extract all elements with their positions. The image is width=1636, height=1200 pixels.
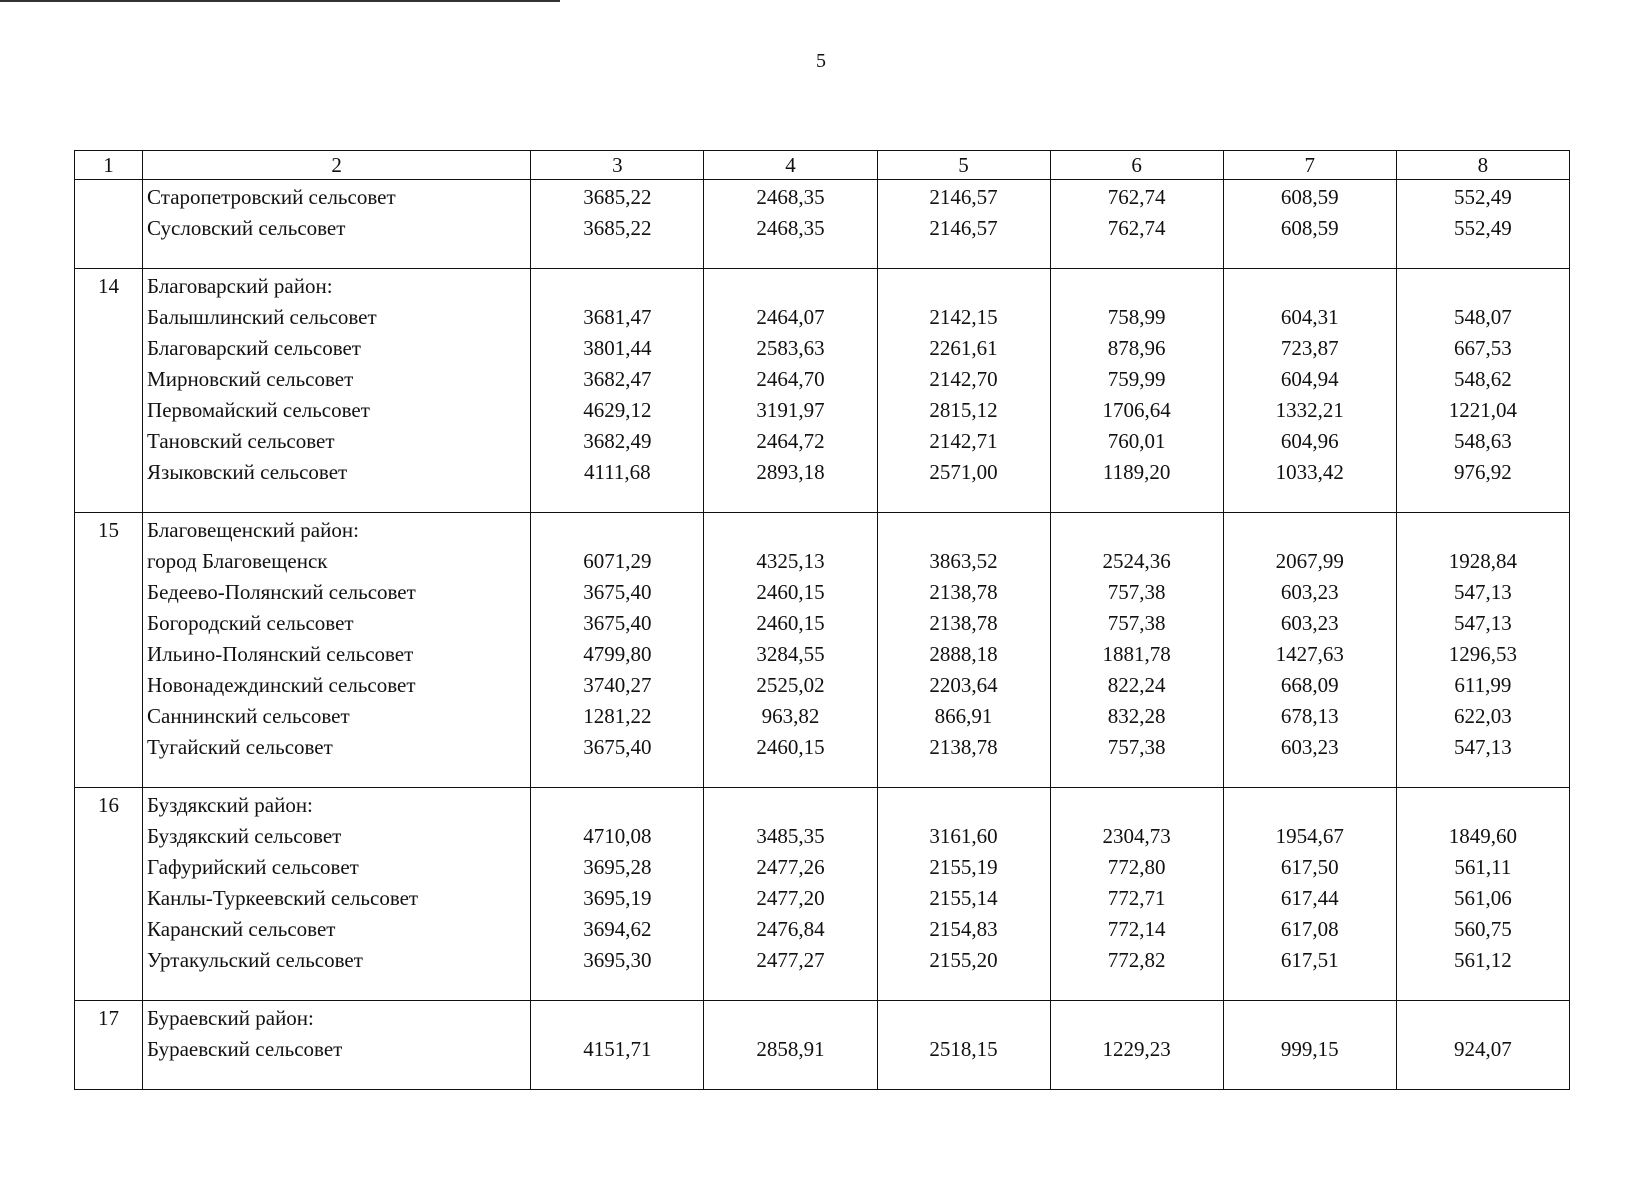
value-cell-col-6 <box>1050 180 1223 269</box>
value: 1033,42 <box>1275 460 1344 484</box>
value: 3685,22 <box>583 185 652 209</box>
value: 2464,07 <box>756 305 825 329</box>
value: 2518,15 <box>929 1037 998 1061</box>
value: 2524,36 <box>1102 549 1171 573</box>
value: 603,23 <box>1280 735 1339 759</box>
value: 2468,35 <box>756 185 825 209</box>
district-title: Буздякский район: <box>147 793 313 817</box>
value: 762,74 <box>1107 185 1166 209</box>
value: 3485,35 <box>756 824 825 848</box>
value-cell-col-5 <box>877 180 1050 269</box>
value: 2476,84 <box>756 917 825 941</box>
value: 2138,78 <box>929 735 998 759</box>
value: 547,13 <box>1454 735 1512 759</box>
blank-line <box>1051 790 1223 821</box>
value: 2155,20 <box>929 948 998 972</box>
district-group-row <box>75 269 1570 513</box>
column-number-row <box>75 151 1570 180</box>
value-cell-col-8 <box>1396 513 1569 788</box>
value-cell-col-3 <box>531 1001 704 1090</box>
value: 3740,27 <box>583 673 652 697</box>
value: 2571,00 <box>929 460 998 484</box>
blank-line <box>531 1003 703 1034</box>
value: 667,53 <box>1454 336 1512 360</box>
value: 1881,78 <box>1102 642 1171 666</box>
settlement-names-cell <box>143 513 531 788</box>
value-cell-col-3 <box>531 513 704 788</box>
value: 548,63 <box>1454 429 1512 453</box>
blank-line <box>1224 515 1396 546</box>
value: 4629,12 <box>583 398 652 422</box>
value: 3695,28 <box>583 855 652 879</box>
district-number: 17 <box>98 1006 120 1030</box>
value: 4111,68 <box>583 460 651 484</box>
column-header: 4 <box>704 151 877 180</box>
settlement-name: город Благовещенск <box>147 549 328 573</box>
value: 2477,27 <box>756 948 825 972</box>
blank-line <box>704 790 876 821</box>
settlement-name: Новонадеждинский сельсовет <box>147 673 416 697</box>
column-header: 3 <box>531 151 704 180</box>
value: 548,07 <box>1454 305 1512 329</box>
value: 2304,73 <box>1102 824 1171 848</box>
value: 2477,20 <box>756 886 825 910</box>
value: 878,96 <box>1107 336 1166 360</box>
value: 2460,15 <box>756 580 825 604</box>
value: 3284,55 <box>756 642 825 666</box>
value: 561,11 <box>1454 855 1512 879</box>
settlement-name: Мирновский сельсовет <box>147 367 354 391</box>
blank-line <box>1051 271 1223 302</box>
value: 611,99 <box>1454 673 1512 697</box>
value-cell-col-5 <box>877 513 1050 788</box>
value: 3161,60 <box>929 824 998 848</box>
value: 2525,02 <box>756 673 825 697</box>
blank-line <box>878 1003 1050 1034</box>
value: 976,92 <box>1454 460 1512 484</box>
value: 678,13 <box>1280 704 1339 728</box>
settlement-name: Языковский сельсовет <box>147 460 348 484</box>
value-cell-col-7 <box>1223 269 1396 513</box>
value: 561,06 <box>1454 886 1512 910</box>
value: 1332,21 <box>1275 398 1344 422</box>
value: 832,28 <box>1107 704 1166 728</box>
value: 963,82 <box>761 704 820 728</box>
value: 924,07 <box>1454 1037 1512 1061</box>
blank-line <box>878 790 1050 821</box>
value: 3675,40 <box>583 611 652 635</box>
settlement-names-cell <box>143 788 531 1001</box>
value: 1189,20 <box>1102 460 1171 484</box>
value-cell-col-3 <box>531 788 704 1001</box>
value: 772,80 <box>1107 855 1166 879</box>
value: 3801,44 <box>583 336 652 360</box>
value: 2142,15 <box>929 305 998 329</box>
value: 2815,12 <box>929 398 998 422</box>
value: 2477,26 <box>756 855 825 879</box>
value: 608,59 <box>1280 216 1339 240</box>
district-number-cell <box>75 513 143 788</box>
value: 2464,72 <box>756 429 825 453</box>
district-number-cell <box>75 1001 143 1090</box>
blank-line <box>1224 1003 1396 1034</box>
column-header: 8 <box>1396 151 1569 180</box>
value: 999,15 <box>1280 1037 1339 1061</box>
settlement-name: Канлы-Туркеевский сельсовет <box>147 886 419 910</box>
page-number: 5 <box>816 50 826 72</box>
blank-line <box>1397 515 1569 546</box>
value-cell-col-4 <box>704 788 877 1001</box>
value: 757,38 <box>1107 580 1166 604</box>
value: 548,62 <box>1454 367 1512 391</box>
value-cell-col-3 <box>531 180 704 269</box>
column-header: 1 <box>75 151 143 180</box>
district-title: Благовещенский район: <box>147 518 359 542</box>
settlement-names-cell <box>143 180 531 269</box>
value: 822,24 <box>1107 673 1166 697</box>
value: 2155,19 <box>929 855 998 879</box>
value: 2261,61 <box>929 336 998 360</box>
value-cell-col-4 <box>704 180 877 269</box>
table-body <box>75 180 1570 1090</box>
value: 1427,63 <box>1275 642 1344 666</box>
district-group-row <box>75 180 1570 269</box>
settlement-name: Благоварский сельсовет <box>147 336 361 360</box>
value: 547,13 <box>1454 580 1512 604</box>
value: 723,87 <box>1280 336 1339 360</box>
district-number-cell <box>75 269 143 513</box>
value: 2146,57 <box>929 216 998 240</box>
column-header: 6 <box>1050 151 1223 180</box>
value: 3694,62 <box>583 917 652 941</box>
value-cell-col-7 <box>1223 1001 1396 1090</box>
settlement-name: Сусловский сельсовет <box>147 216 346 240</box>
value-cell-col-5 <box>877 788 1050 1001</box>
district-number: 14 <box>98 274 120 298</box>
district-number-cell <box>75 180 143 269</box>
value: 552,49 <box>1454 185 1512 209</box>
settlement-names-cell <box>143 1001 531 1090</box>
column-header: 2 <box>143 151 531 180</box>
value: 772,71 <box>1107 886 1166 910</box>
value: 608,59 <box>1280 185 1339 209</box>
value: 4799,80 <box>583 642 652 666</box>
value: 866,91 <box>934 704 993 728</box>
value: 2464,70 <box>756 367 825 391</box>
settlement-names-cell <box>143 269 531 513</box>
value-cell-col-8 <box>1396 180 1569 269</box>
blank-line <box>1397 271 1569 302</box>
district-group-row <box>75 513 1570 788</box>
blank-line <box>1051 515 1223 546</box>
value: 4151,71 <box>583 1037 652 1061</box>
value: 2067,99 <box>1275 549 1344 573</box>
value: 1221,04 <box>1448 398 1518 422</box>
district-number: 16 <box>98 793 120 817</box>
value: 1296,53 <box>1448 642 1518 666</box>
value: 1954,67 <box>1275 824 1344 848</box>
value: 1928,84 <box>1448 549 1518 573</box>
value: 758,99 <box>1107 305 1166 329</box>
value: 760,01 <box>1107 429 1166 453</box>
blank-line <box>1051 1003 1223 1034</box>
settlement-name: Гафурийский сельсовет <box>147 855 359 879</box>
settlement-name: Старопетровский сельсовет <box>147 185 396 209</box>
value-cell-col-4 <box>704 269 877 513</box>
value-cell-col-7 <box>1223 788 1396 1001</box>
value: 3681,47 <box>583 305 652 329</box>
blank-line <box>531 271 703 302</box>
blank-line <box>878 515 1050 546</box>
value-cell-col-4 <box>704 513 877 788</box>
settlement-name: Ильино-Полянский сельсовет <box>147 642 414 666</box>
value-cell-col-6 <box>1050 788 1223 1001</box>
settlement-name: Тугайский сельсовет <box>147 735 333 759</box>
value: 560,75 <box>1454 917 1512 941</box>
value-cell-col-6 <box>1050 269 1223 513</box>
value: 2583,63 <box>756 336 825 360</box>
blank-line <box>878 271 1050 302</box>
value: 604,31 <box>1280 305 1339 329</box>
district-number-cell <box>75 788 143 1001</box>
settlement-name: Каранский сельсовет <box>147 917 336 941</box>
value: 1281,22 <box>583 704 652 728</box>
value: 6071,29 <box>583 549 652 573</box>
settlement-name: Бураевский сельсовет <box>147 1037 343 1061</box>
settlement-name: Богородский сельсовет <box>147 611 354 635</box>
blank-line <box>704 271 876 302</box>
value-cell-col-7 <box>1223 180 1396 269</box>
value: 759,99 <box>1107 367 1166 391</box>
settlement-name: Саннинский сельсовет <box>147 704 350 728</box>
value: 2888,18 <box>929 642 998 666</box>
value: 604,94 <box>1280 367 1339 391</box>
blank-line <box>704 515 876 546</box>
district-title: Бураевский район: <box>147 1006 314 1030</box>
value: 3675,40 <box>583 580 652 604</box>
value: 2468,35 <box>756 216 825 240</box>
value: 2893,18 <box>756 460 825 484</box>
value: 617,44 <box>1280 886 1339 910</box>
data-table <box>74 150 1570 1090</box>
blank-line <box>1224 790 1396 821</box>
value: 617,51 <box>1280 948 1339 972</box>
value: 3695,19 <box>583 886 652 910</box>
value: 552,49 <box>1454 216 1512 240</box>
value: 617,08 <box>1280 917 1339 941</box>
settlement-name: Балышлинский сельсовет <box>147 305 377 329</box>
value: 772,14 <box>1107 917 1166 941</box>
value: 603,23 <box>1280 611 1339 635</box>
value: 4325,13 <box>756 549 825 573</box>
value: 622,03 <box>1454 704 1512 728</box>
value: 1229,23 <box>1102 1037 1171 1061</box>
value: 772,82 <box>1107 948 1166 972</box>
settlement-name: Тановский сельсовет <box>147 429 335 453</box>
value: 3685,22 <box>583 216 652 240</box>
value: 2203,64 <box>929 673 998 697</box>
value: 547,13 <box>1454 611 1512 635</box>
district-number: 15 <box>98 518 120 542</box>
value: 757,38 <box>1107 611 1166 635</box>
blank-line <box>531 515 703 546</box>
district-group-row <box>75 1001 1570 1090</box>
value-cell-col-6 <box>1050 1001 1223 1090</box>
value: 2460,15 <box>756 735 825 759</box>
value: 2142,71 <box>929 429 998 453</box>
value: 2460,15 <box>756 611 825 635</box>
value: 2146,57 <box>929 185 998 209</box>
value-cell-col-5 <box>877 269 1050 513</box>
value: 1706,64 <box>1102 398 1171 422</box>
value: 757,38 <box>1107 735 1166 759</box>
value-cell-col-6 <box>1050 513 1223 788</box>
column-header: 7 <box>1223 151 1396 180</box>
value: 561,12 <box>1454 948 1512 972</box>
value-cell-col-8 <box>1396 1001 1569 1090</box>
value: 3695,30 <box>583 948 652 972</box>
value-cell-col-8 <box>1396 788 1569 1001</box>
blank-line <box>1397 790 1569 821</box>
value: 3191,97 <box>756 398 825 422</box>
value: 3682,47 <box>583 367 652 391</box>
settlement-name: Уртакульский сельсовет <box>147 948 363 972</box>
column-header: 5 <box>877 151 1050 180</box>
value: 668,09 <box>1280 673 1339 697</box>
top-rule <box>0 0 560 2</box>
blank-line <box>531 790 703 821</box>
blank-line <box>1224 271 1396 302</box>
value: 1849,60 <box>1448 824 1518 848</box>
settlement-name: Буздякский сельсовет <box>147 824 342 848</box>
value: 2138,78 <box>929 580 998 604</box>
value-cell-col-3 <box>531 269 704 513</box>
value: 603,23 <box>1280 580 1339 604</box>
blank-line <box>1397 1003 1569 1034</box>
value-cell-col-4 <box>704 1001 877 1090</box>
value-cell-col-8 <box>1396 269 1569 513</box>
value: 2142,70 <box>929 367 998 391</box>
settlement-name: Бедеево-Полянский сельсовет <box>147 580 416 604</box>
value: 2155,14 <box>929 886 998 910</box>
value: 4710,08 <box>583 824 652 848</box>
settlement-name: Первомайский сельсовет <box>147 398 370 422</box>
blank-line <box>704 1003 876 1034</box>
value: 3675,40 <box>583 735 652 759</box>
value: 762,74 <box>1107 216 1166 240</box>
value: 2858,91 <box>756 1037 825 1061</box>
district-title: Благоварский район: <box>147 274 333 298</box>
value: 617,50 <box>1280 855 1339 879</box>
value-cell-col-5 <box>877 1001 1050 1090</box>
value: 2138,78 <box>929 611 998 635</box>
value: 604,96 <box>1280 429 1339 453</box>
value-cell-col-7 <box>1223 513 1396 788</box>
district-group-row <box>75 788 1570 1001</box>
value: 3682,49 <box>583 429 652 453</box>
value: 2154,83 <box>929 917 998 941</box>
value: 3863,52 <box>929 549 998 573</box>
